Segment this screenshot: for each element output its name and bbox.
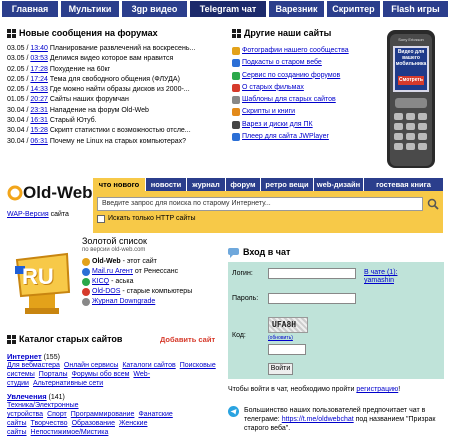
chat-heading bbox=[228, 247, 444, 260]
search-tab-webdesign[interactable]: web-дизайн bbox=[314, 178, 363, 191]
telegram-icon bbox=[228, 406, 239, 417]
other-site-link[interactable] bbox=[232, 106, 377, 118]
search-input[interactable]: Введите запрос для поиска по старому Интернету... bbox=[97, 197, 423, 211]
forum-news-title: Новые сообщения на форумах bbox=[19, 28, 158, 38]
top-navigation bbox=[0, 0, 450, 18]
catalog-subcategories bbox=[7, 361, 222, 388]
catalog-subcategories bbox=[7, 401, 222, 437]
other-sites-list bbox=[232, 45, 377, 143]
login-label: Логин: bbox=[232, 270, 253, 277]
nav-tab-warez[interactable]: Варезник bbox=[269, 1, 324, 17]
code-label: Код: bbox=[232, 332, 246, 339]
news-time-link[interactable]: 23:31 bbox=[30, 106, 48, 114]
ru-badge: RU bbox=[22, 264, 54, 289]
other-site-link[interactable] bbox=[232, 131, 377, 143]
other-sites-heading bbox=[232, 28, 377, 40]
catalog-subcategory-link[interactable]: Форумы обо всем bbox=[71, 371, 130, 378]
nav-tab-3gp-video[interactable]: 3gp видео bbox=[122, 1, 187, 17]
gold-list bbox=[82, 257, 232, 307]
forum-news-item: 01.05 / 20:27 Сайты наших форумчан bbox=[7, 96, 129, 104]
gold-item-link[interactable]: Old-Web bbox=[92, 258, 121, 265]
news-date: 03.05 bbox=[7, 55, 25, 63]
forum-news-item: 30.04 / 15:28 Скрипт статистики с возможностью отсле... bbox=[7, 127, 191, 135]
telegram-note-end: под названием "Призрак старого веба". bbox=[244, 416, 436, 432]
chat-bubble-icon bbox=[228, 248, 239, 258]
catalog-subcategory-link[interactable]: Программирование bbox=[70, 411, 135, 418]
mobile-video-banner[interactable] bbox=[381, 28, 441, 170]
news-time-link[interactable]: 06:31 bbox=[30, 137, 48, 145]
forum-news-item: 03.05 / 03:53 Делимся видео которое вам нравится bbox=[7, 55, 174, 63]
search-tab-news[interactable]: новости bbox=[146, 178, 186, 191]
news-date: 30.04 bbox=[7, 127, 25, 135]
add-site-link[interactable]: Добавить сайт bbox=[160, 335, 216, 344]
catalog-title: Каталог старых сайтов bbox=[19, 334, 123, 344]
news-time-link[interactable]: 03:53 bbox=[30, 55, 48, 63]
gold-item-icon bbox=[82, 278, 90, 286]
site-bullet-icon bbox=[232, 84, 240, 92]
other-site-link[interactable] bbox=[232, 70, 377, 82]
forum-news-item: 30.04 / 23:31 Нападение на форум Old-Web bbox=[7, 106, 149, 114]
news-date: 30.04 bbox=[7, 106, 25, 114]
captcha-refresh-link[interactable]: (обновить) bbox=[268, 335, 293, 341]
forum-news-item: 02.05 / 17:28 Похудение на 60кг bbox=[7, 65, 111, 73]
search-icon[interactable] bbox=[427, 198, 439, 210]
other-site-label[interactable]: Скрипты и книги bbox=[242, 108, 296, 116]
catalog-subcategory-link[interactable]: Онлайн сервисы bbox=[63, 362, 119, 369]
other-site-link[interactable] bbox=[232, 119, 377, 131]
catalog-subcategory-link[interactable]: Техника/Электронные устройства bbox=[7, 402, 79, 418]
gold-list-subtitle: по версии old-web.com bbox=[82, 247, 146, 253]
grid-icon bbox=[7, 335, 16, 344]
gold-list-item bbox=[82, 287, 232, 297]
register-note-end: ! bbox=[398, 386, 401, 393]
http-only-checkbox[interactable] bbox=[97, 215, 105, 223]
news-topic[interactable]: Похудение на 60кг bbox=[49, 65, 111, 73]
catalog-subcategory-link[interactable]: Спорт bbox=[47, 411, 67, 418]
catalog-subcategory-link[interactable]: Творчество bbox=[30, 420, 68, 427]
grid-icon bbox=[7, 29, 16, 38]
forum-news-list bbox=[7, 44, 222, 147]
wap-version bbox=[7, 211, 69, 218]
other-site-link[interactable] bbox=[232, 94, 377, 106]
gold-item-desc: - старые компьютеры bbox=[120, 288, 193, 295]
forum-news-item: 30.04 / 06:31 Почему не Linux на старых компьютерах? bbox=[7, 137, 187, 145]
catalog-category-count: (141) bbox=[48, 394, 65, 401]
phone-brand: Sony Ericsson bbox=[398, 37, 424, 42]
news-date: 30.04 bbox=[7, 137, 25, 145]
gold-list-item bbox=[82, 257, 232, 267]
other-site-link[interactable] bbox=[232, 45, 377, 57]
chat-register-note bbox=[228, 386, 444, 393]
news-time-link[interactable]: 17:28 bbox=[30, 65, 48, 73]
gold-item-icon bbox=[82, 288, 90, 296]
catalog-subcategory-link[interactable]: Каталоги сайтов bbox=[122, 362, 176, 369]
register-note-text: Чтобы войти в чат, необходимо пройти bbox=[228, 386, 357, 393]
search-tab-retro[interactable]: ретро вещи bbox=[261, 178, 313, 191]
chat-login-form bbox=[228, 262, 444, 379]
code-input[interactable] bbox=[268, 344, 306, 355]
login-input[interactable] bbox=[268, 268, 356, 279]
gold-list-item bbox=[82, 267, 232, 277]
news-date: 01.05 bbox=[7, 96, 25, 104]
news-topic[interactable]: Тема для свободного общения (ФЛУДА) bbox=[49, 75, 180, 83]
search-tab-journal[interactable]: журнал bbox=[187, 178, 225, 191]
other-site-label[interactable]: Сервис по созданию форумов bbox=[242, 71, 341, 79]
news-date: 03.05 bbox=[7, 45, 25, 52]
site-bullet-icon bbox=[232, 47, 240, 55]
gold-item-icon bbox=[82, 268, 90, 276]
news-topic[interactable]: Планирование развлечений на воскресень... bbox=[49, 45, 196, 52]
catalog-heading bbox=[7, 334, 222, 346]
password-label: Пароль: bbox=[232, 295, 259, 302]
gold-item-desc: от Ренессанс bbox=[132, 268, 179, 275]
nav-tab-scripter[interactable]: Скриптер bbox=[327, 1, 380, 17]
catalog-subcategory-link[interactable]: Женские сайты bbox=[7, 420, 148, 436]
gold-item-desc: - этот сайт bbox=[120, 258, 157, 265]
news-date: 02.05 bbox=[7, 86, 25, 94]
search-tab-guestbook[interactable]: гостевая книга bbox=[364, 178, 443, 191]
gold-list-item bbox=[82, 297, 232, 307]
catalog-subcategory-link[interactable]: Образование bbox=[71, 420, 115, 427]
forum-news-item: 30.04 / 16:31 Старый Ютуб. bbox=[7, 117, 97, 125]
captcha-image bbox=[268, 317, 308, 333]
catalog-subcategory-link[interactable]: Фанатские сайты bbox=[7, 411, 173, 427]
nav-tab-flash-games[interactable]: Flash игры bbox=[383, 1, 448, 17]
news-date: 02.05 bbox=[7, 65, 25, 73]
news-topic[interactable]: Сайты наших форумчан bbox=[49, 96, 129, 104]
forum-news-item: 03.05 / 13:40 Планирование развлечений на воскресень... bbox=[7, 45, 196, 52]
gold-item-link[interactable]: Mail.ru Агент bbox=[92, 268, 133, 275]
catalog-subcategory-link[interactable]: Альтернативные сети bbox=[32, 380, 104, 387]
other-sites-title: Другие наши сайты bbox=[244, 28, 332, 38]
phone-screen-text: Видео для вашего мобильника bbox=[395, 49, 427, 67]
wap-version-suffix: сайта bbox=[48, 211, 69, 218]
news-topic[interactable]: Делимся видео которое вам нравится bbox=[49, 55, 174, 63]
telegram-note-text: Большинство наших пользователей предпочитает чат в телеграме: bbox=[244, 407, 426, 423]
news-topic[interactable]: Почему не Linux на старых компьютерах? bbox=[49, 137, 187, 145]
catalog-section bbox=[7, 392, 222, 437]
search-tab-forum[interactable]: форум bbox=[226, 178, 260, 191]
forum-news-heading bbox=[7, 28, 222, 40]
chat-online-user[interactable]: yamashin bbox=[364, 277, 394, 284]
catalog-section bbox=[7, 352, 222, 388]
news-topic[interactable]: Нападение на форум Old-Web bbox=[49, 106, 149, 114]
search-tab-whats-new[interactable]: что нового bbox=[93, 178, 145, 191]
grid-icon bbox=[232, 29, 241, 38]
other-site-label[interactable]: Фотографии нашего сообщества bbox=[242, 47, 349, 54]
search-box bbox=[93, 191, 443, 233]
forum-news-item: 02.05 / 17:24 Тема для свободного общения (ФЛУДА) bbox=[7, 75, 180, 83]
telegram-link[interactable]: https://t.me/oldwebchat bbox=[281, 416, 354, 423]
news-time-link[interactable]: 14:33 bbox=[30, 86, 48, 94]
nav-tab-cartoons[interactable]: Мультики bbox=[61, 1, 119, 17]
news-time-link[interactable]: 15:28 bbox=[30, 127, 48, 135]
catalog-subcategory-link[interactable]: Поисковые системы bbox=[7, 362, 216, 378]
other-site-label[interactable]: Варез и диски для ПК bbox=[242, 120, 313, 128]
site-bullet-icon bbox=[232, 133, 240, 141]
site-bullet-icon bbox=[232, 108, 240, 116]
news-time-link[interactable]: 17:24 bbox=[30, 75, 48, 83]
catalog-category-link[interactable]: Интернет bbox=[7, 352, 42, 361]
chat-submit-button[interactable]: Войти bbox=[268, 363, 293, 375]
lens-icon bbox=[7, 185, 23, 201]
catalog-category-link[interactable]: Увлечения bbox=[7, 392, 47, 401]
nav-tab-telegram-chat[interactable]: Telegram чат bbox=[190, 1, 266, 17]
register-link[interactable]: регистрацию bbox=[356, 386, 399, 393]
other-site-label[interactable]: О старых фильмах bbox=[242, 83, 304, 91]
captcha-text: UFA8H bbox=[272, 320, 297, 329]
telegram-note bbox=[228, 406, 444, 433]
password-input[interactable] bbox=[268, 293, 356, 304]
other-site-label[interactable]: Плеер для сайта JWPlayer bbox=[242, 133, 329, 141]
catalog-subcategory-link[interactable]: Web-студии bbox=[7, 371, 151, 387]
other-site-link[interactable] bbox=[232, 82, 377, 94]
news-topic[interactable]: Где можно найти образы дисков из 2000-... bbox=[49, 86, 190, 94]
forum-news-item: 02.05 / 14:33 Где можно найти образы дисков из 2000-... bbox=[7, 86, 190, 94]
gold-item-icon bbox=[82, 298, 90, 306]
chat-online-label bbox=[364, 269, 397, 276]
other-site-label[interactable]: Подкасты о старом вебе bbox=[242, 59, 322, 67]
news-date: 30.04 bbox=[7, 117, 25, 125]
catalog-subcategory-link[interactable]: Для вебмастера bbox=[7, 362, 60, 369]
logo-text: Old-Web bbox=[23, 183, 93, 202]
news-time-link[interactable]: 13:40 bbox=[30, 45, 48, 52]
phone-watch-button[interactable]: Смотреть bbox=[399, 77, 423, 83]
nav-tab-home[interactable]: Главная bbox=[2, 1, 58, 17]
site-bullet-icon bbox=[232, 59, 240, 67]
gold-item-desc: - аська bbox=[109, 278, 134, 285]
site-bullet-icon bbox=[232, 121, 240, 129]
wap-version-link[interactable]: WAP-Версия bbox=[7, 211, 49, 218]
news-topic[interactable]: Скрипт статистики с возможностью отсле... bbox=[49, 127, 191, 135]
other-site-link[interactable] bbox=[232, 57, 377, 69]
site-logo[interactable] bbox=[7, 183, 93, 205]
chat-online-link[interactable]: В чате (1): bbox=[364, 269, 398, 276]
gold-list-item bbox=[82, 277, 232, 287]
gold-list-title: Золотой список bbox=[82, 236, 147, 246]
news-topic[interactable]: Старый Ютуб. bbox=[49, 117, 97, 125]
catalog-sections bbox=[7, 352, 222, 441]
gold-item-link[interactable]: Журнал Downgrade bbox=[92, 298, 156, 305]
catalog-subcategory-link[interactable]: Непостижимое/Мистика bbox=[30, 429, 109, 436]
news-date: 02.05 bbox=[7, 75, 25, 83]
gold-item-link[interactable]: Old-DOS bbox=[92, 288, 121, 295]
http-only-label: Искать только HTTP сайты bbox=[108, 215, 196, 222]
chat-title: Вход в чат bbox=[243, 247, 291, 257]
other-site-label[interactable]: Шаблоны для старых сайтов bbox=[242, 96, 336, 104]
site-bullet-icon bbox=[232, 72, 240, 80]
news-time-link[interactable]: 16:31 bbox=[30, 117, 48, 125]
news-time-link[interactable]: 20:27 bbox=[30, 96, 48, 104]
catalog-subcategory-link[interactable]: Порталы bbox=[38, 371, 68, 378]
site-bullet-icon bbox=[232, 96, 240, 104]
gold-trophy-image bbox=[7, 246, 77, 316]
catalog-category-count: (155) bbox=[43, 354, 60, 361]
gold-item-link[interactable]: KICQ bbox=[92, 278, 110, 285]
gold-item-icon bbox=[82, 258, 90, 266]
